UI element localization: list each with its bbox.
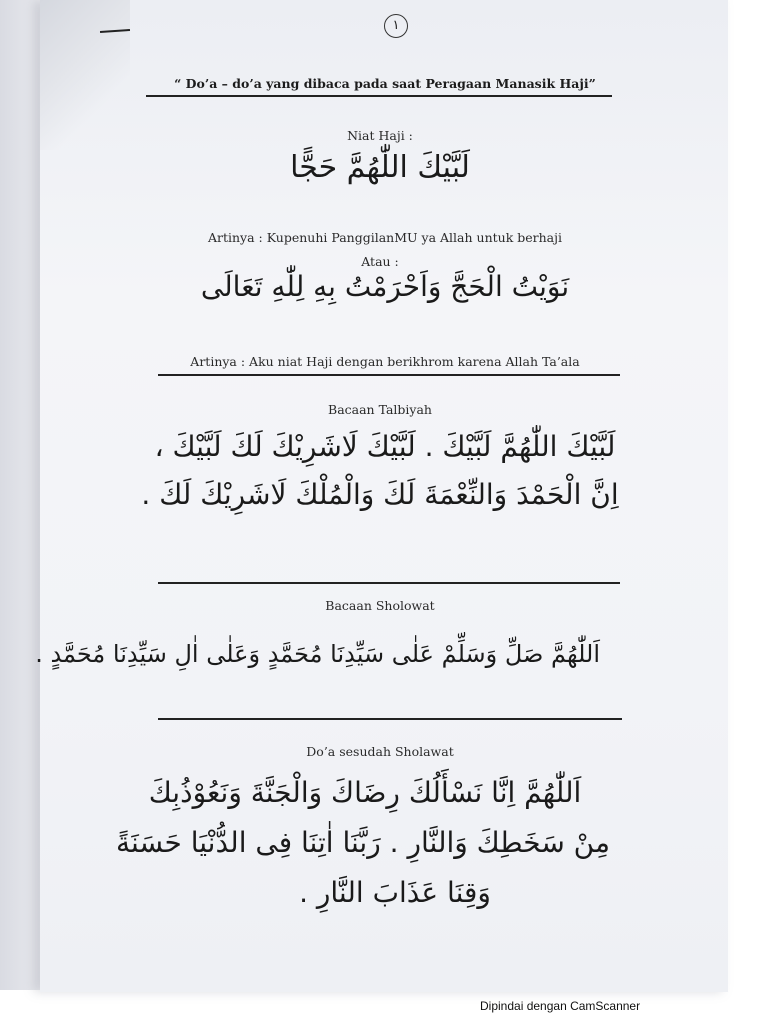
niat-translation-2: Artinya : Aku niat Haji dengan berikhrom karena Allah Ta’ala — [190, 354, 580, 369]
talbiyah-heading: Bacaan Talbiyah — [328, 402, 432, 417]
niat-or-label: Atau : — [361, 254, 399, 269]
niat-arabic-1: لَبَّيْكَ اللّٰهُمَّ حَجًّا — [290, 150, 470, 185]
niat-translation-1: Artinya : Kupenuhi PanggilanMU ya Allah untuk berhaji — [207, 230, 562, 245]
document-title: “ Do’a – do’a yang dibaca pada saat Peragaan Manasik Haji” — [174, 76, 596, 91]
scanner-watermark: Dipindai dengan CamScanner — [480, 999, 641, 1013]
doa-sesudah-line-1: اَللّٰهُمَّ اِنَّا نَسْأَلُكَ رِضَاكَ وَالْجَنَّةَ وَنَعُوْذُبِكَ — [148, 776, 582, 809]
title-underline — [146, 95, 612, 97]
doa-sesudah-line-3: وَقِنَا عَذَابَ النَّارِ . — [299, 876, 491, 909]
section-divider-1 — [158, 374, 620, 376]
section-divider-2 — [158, 582, 620, 584]
sholawat-line-1: اَللّٰهُمَّ صَلِّ وَسَلِّمْ عَلٰى سَيِّدِنَا مُحَمَّدٍ وَعَلٰى اٰلِ سَيِّدِنَا مُحَمَّدٍ . — [35, 640, 600, 668]
niat-arabic-2: نَوَيْتُ الْحَجَّ وَاَحْرَمْتُ بِهِ لِلّٰهِ تَعَالَى — [200, 270, 570, 303]
page-number: ١ — [384, 14, 408, 38]
sholawat-heading: Bacaan Sholowat — [325, 598, 435, 613]
page-corner-fold — [40, 0, 130, 150]
talbiyah-line-2: اِنَّ الْحَمْدَ وَالنِّعْمَةَ لَكَ وَالْمُلْكَ لَاشَرِيْكَ لَكَ . — [141, 478, 619, 511]
niat-heading: Niat Haji : — [347, 128, 413, 143]
doa-sesudah-heading: Do’a sesudah Sholawat — [306, 744, 454, 759]
doa-sesudah-line-2: مِنْ سَخَطِكَ وَالنَّارِ . رَبَّنَا اٰتِنَا فِى الدُّنْيَا حَسَنَةً — [116, 826, 610, 859]
section-divider-3 — [158, 718, 622, 720]
talbiyah-line-1: لَبَّيْكَ اللّٰهُمَّ لَبَّيْكَ . لَبَّيْكَ لَاشَرِيْكَ لَكَ لَبَّيْكَ ، — [154, 430, 616, 463]
